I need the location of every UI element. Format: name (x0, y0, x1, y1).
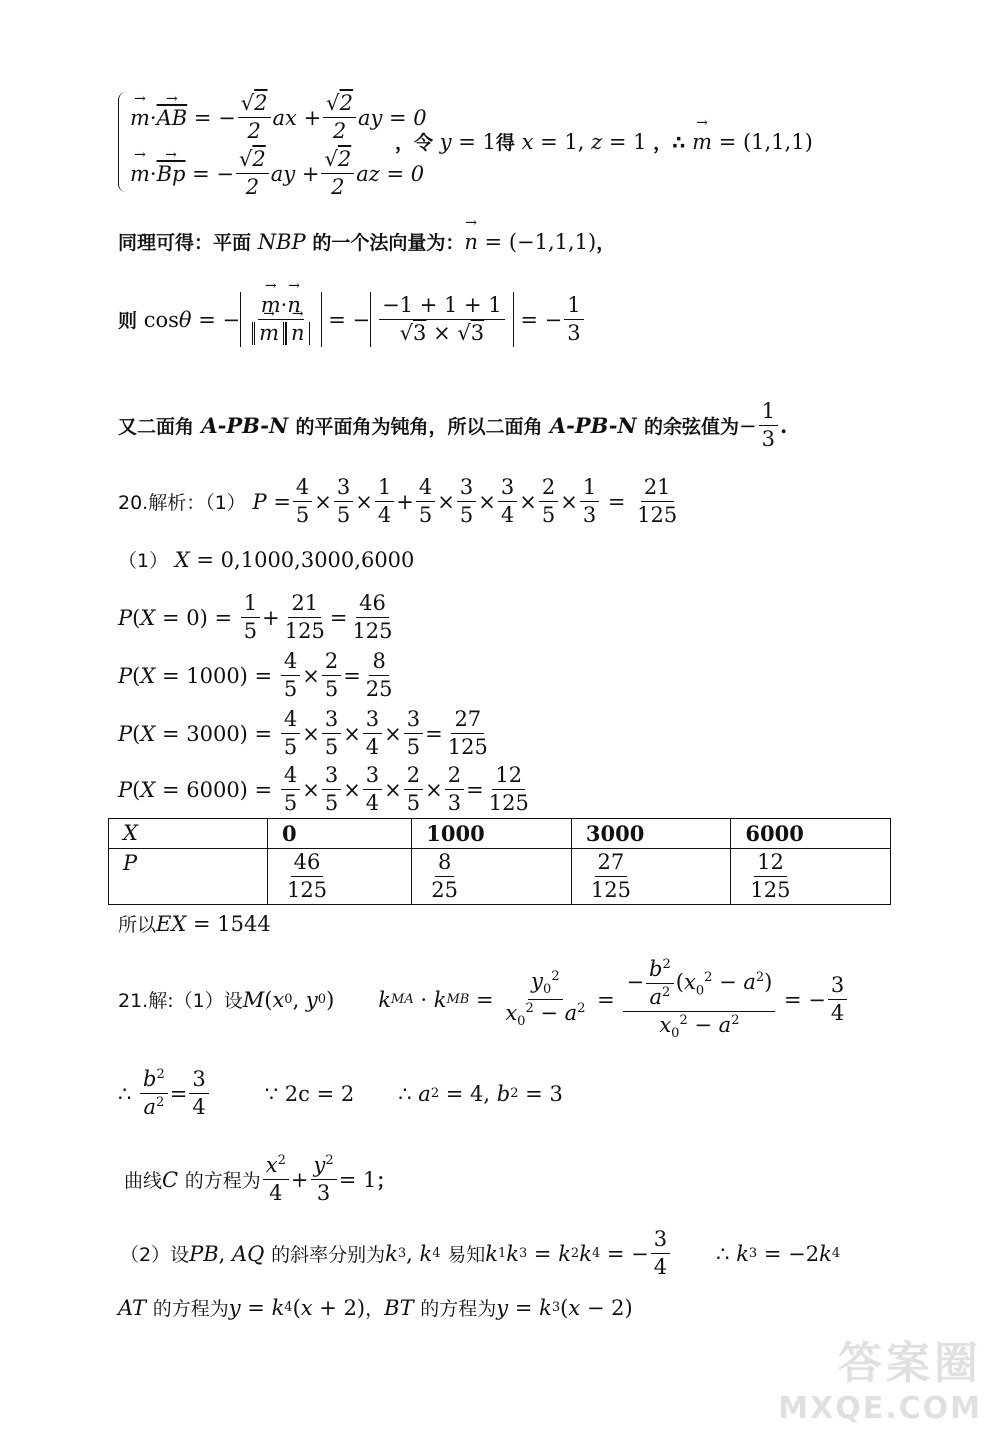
table-cell: 0 (268, 819, 412, 849)
table-cell (731, 849, 891, 905)
table-cell-x-label: X (109, 819, 268, 849)
p-x0: P ( X = 0) = $\frac{1}{5}$ + $\frac{21}{125}$ = $\frac{46}{125}$ (118, 591, 393, 644)
watermark-url: MXQE.COM (778, 1391, 982, 1426)
p-x1000: P ( X = 1000) = $\frac{4}{5}$ × $\frac{2}{5}$ = $\frac{8}{25}$ (118, 649, 393, 702)
p-den: 125 (287, 878, 328, 903)
p-num: 27 (595, 851, 628, 877)
table-row (109, 849, 891, 905)
distribution-table (108, 818, 891, 905)
expectation-line: 所以 EX = 1544 (118, 911, 271, 936)
table-cell: 1000 (412, 819, 572, 849)
table-cell (412, 849, 572, 905)
p-x6000: P ( X = 6000) = $\frac{4}{5}$ × $\frac{3}{5}$ × $\frac{3}{4}$ × $\frac{2}{5}$ × $\frac{2}{3}$ = $\frac{12}{125}$ (118, 763, 529, 816)
q20-head-line: 20.解析：（1） P = $\frac{4}{5}$ × $\frac{3}{5}$ × $\frac{1}{4}$ + $\frac{4}{5}$ × $\frac{3}{5}$ × $\frac{3}{4}$ × $\frac{2}{5}$ × $\frac{1}{3}$ = $\frac{21}{125}$ (118, 475, 678, 528)
q21-head-line: 21.解:（1）设 M ( x 0 , y 0 ) k MA · k MB = $\frac{y_0^2}{x_0^2 - a^2}$ = − $\frac{b^2}{a^2}$ $(x_0^2 - a^2)$ $x_0^2 - a^2$ = − $\frac{3}{4}$ (118, 958, 849, 1042)
table-cell: 3000 (571, 819, 731, 849)
system-brace (118, 92, 129, 192)
curve-line: 曲线 C 的方程为 $\frac{x^2}{4}$ + $\frac{y^2}{3}$ = 1 ； (124, 1153, 396, 1206)
table-cell (268, 849, 412, 905)
normal-vector-line: 同理可得：平面 NBP 的一个法向量为： n → = (−1,1,1) ， (118, 228, 615, 255)
watermark (778, 1327, 982, 1426)
dihedral-line: 又二面角 A-PB-N 的平面角为钝角，所以二面角 A-PB-N 的余弦值为 − $\frac{1}{3}$ . (118, 399, 788, 452)
p-x3000: P ( X = 3000) = $\frac{4}{5}$ × $\frac{3}{5}$ × $\frac{3}{4}$ × $\frac{3}{5}$ = $\frac{27}{125}$ (118, 707, 488, 760)
system-eq-1: m → · $\overline{AB}$ → = − $\frac{√2}{2}$ ax + $\frac{√2}{2}$ ay = 0 (130, 92, 427, 143)
table-cell: 6000 (731, 819, 891, 849)
part2-line: （2）设 PB , AQ 的斜率分别为 k 3 , k 4 易知 k 1 k 3 = k 2 k 4 = − $\frac{3}{4}$ ∴ k 3 = −2 k 4 (120, 1227, 841, 1280)
p-num: 12 (754, 851, 787, 877)
ratio-line: ∴ $\frac{b^2}{a^2}$ = $\frac{3}{4}$ ∵ 2c = 2 ∴ a 2 = 4, b 2 = 3 (118, 1067, 563, 1120)
system-eq-2: m → · $\overline{Bp}$ → = − $\frac{√2}{2}$ ay + $\frac{√2}{2}$ az = 0 (130, 148, 424, 199)
cos-theta-line: 则 cos θ = − $\frac{m \to\cdot n \to}{m \to n}$ → = − $\frac{-1 + 1 + 1}{√3 \times √3}$ = − $\frac{1}{3}$ (118, 292, 586, 347)
p-num: 46 (291, 851, 324, 877)
table-cell-p-label: P (109, 849, 268, 905)
p-num: 8 (435, 851, 454, 877)
system-let: ，令 y = 1 得 x = 1, z = 1 ，∴ m → = (1,1,1) (395, 128, 813, 155)
table-cell (571, 849, 731, 905)
lines-line: AT 的方程为 y = k 4 ( x + 2) ， BT 的方程为 y = k 3 ( x − 2) (118, 1295, 633, 1320)
q20-x-values: （1） X = 0,1000,3000,6000 (118, 547, 415, 572)
table-row (109, 819, 891, 849)
watermark-logo: 答案圈 (838, 1338, 982, 1389)
p-den: 125 (750, 878, 791, 903)
p-den: 125 (590, 878, 631, 903)
p-den: 25 (431, 878, 459, 903)
